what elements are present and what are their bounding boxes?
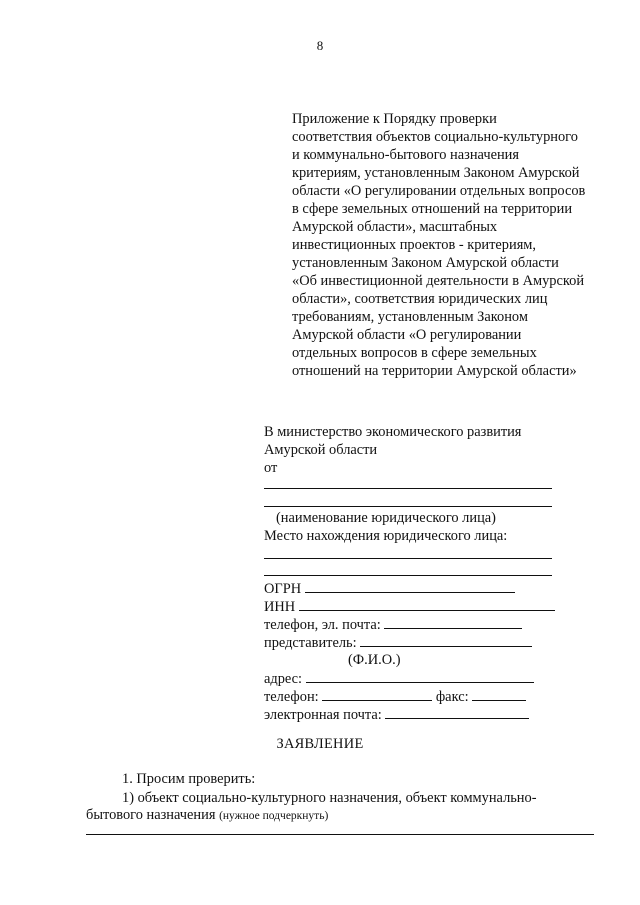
email-text: электронная почта: — [264, 707, 382, 723]
address-label — [264, 670, 534, 688]
fio-caption: (Ф.И.О.) — [348, 652, 401, 668]
appendix-line: отдельных вопросов в сфере земельных — [292, 345, 537, 361]
appendix-header — [292, 110, 622, 380]
item-1-1-hint: (нужное подчеркнуть) — [219, 810, 329, 822]
appendix-line: в сфере земельных отношений на территории — [292, 201, 573, 217]
phone-text: телефон: — [264, 689, 319, 705]
appendix-line: критериям, установленным Законом Амурской — [292, 165, 580, 181]
inn-label — [264, 598, 555, 616]
inn-text: ИНН — [264, 599, 296, 615]
appendix-line: инвестиционных проектов - критериям, — [292, 237, 537, 253]
phone-email-label — [264, 616, 522, 634]
addressee-line-1: В министерство экономического развития — [264, 424, 522, 440]
location-label: Место нахождения юридического лица: — [264, 528, 508, 544]
from-label: от — [264, 460, 278, 476]
email-label — [264, 706, 529, 724]
from-field-line[interactable] — [264, 488, 552, 489]
address-field-line[interactable] — [306, 670, 534, 683]
from-field-line[interactable] — [264, 506, 552, 507]
document-title: ЗАЯВЛЕНИЕ — [276, 736, 364, 752]
phone-field-line[interactable] — [322, 688, 432, 701]
phone-email-field-line[interactable] — [384, 616, 522, 629]
appendix-line: Приложение к Порядку проверки — [292, 111, 497, 127]
ogrn-field-line[interactable] — [305, 580, 515, 593]
phone-fax-label — [264, 688, 526, 706]
representative-label — [264, 634, 532, 652]
ogrn-text: ОГРН — [264, 581, 302, 597]
appendix-line: установленным Законом Амурской области — [292, 255, 559, 271]
ogrn-label — [264, 580, 515, 598]
inn-field-line[interactable] — [299, 598, 555, 611]
fax-field-line[interactable] — [472, 688, 526, 701]
representative-text: представитель: — [264, 635, 357, 651]
item-1-1-field-line[interactable] — [86, 834, 594, 835]
representative-field-line[interactable] — [360, 634, 532, 647]
fax-text: факс: — [435, 689, 469, 705]
entity-caption: (наименование юридического лица) — [276, 510, 496, 526]
appendix-line: области», соответствия юридических лиц — [292, 291, 548, 307]
item-1: 1. Просим проверить: — [122, 771, 256, 787]
appendix-line: области «О регулировании отдельных вопросов — [292, 183, 586, 199]
email-field-line[interactable] — [385, 706, 529, 719]
item-1-1-line-2 — [86, 806, 598, 826]
appendix-line: требованиям, установленным Законом — [292, 309, 528, 325]
appendix-line: и коммунально-бытового назначения — [292, 147, 519, 163]
appendix-line: Амурской области», масштабных — [292, 219, 498, 235]
appendix-line: Амурской области «О регулировании — [292, 327, 522, 343]
appendix-line: соответствия объектов социально-культурного — [292, 129, 578, 145]
address-text: адрес: — [264, 671, 303, 687]
item-1-1-text: бытового назначения — [86, 807, 216, 823]
addressee-line-2: Амурской области — [264, 442, 378, 458]
location-field-line[interactable] — [264, 558, 552, 559]
page-number: 8 — [316, 38, 324, 53]
appendix-line: отношений на территории Амурской области» — [292, 363, 577, 379]
phone-email-text: телефон, эл. почта: — [264, 617, 381, 633]
appendix-line: «Об инвестиционной деятельности в Амурской — [292, 273, 585, 289]
item-1-1-line-1: 1) объект социально-культурного назначения, объект коммунально- — [122, 790, 537, 806]
location-field-line[interactable] — [264, 575, 552, 576]
